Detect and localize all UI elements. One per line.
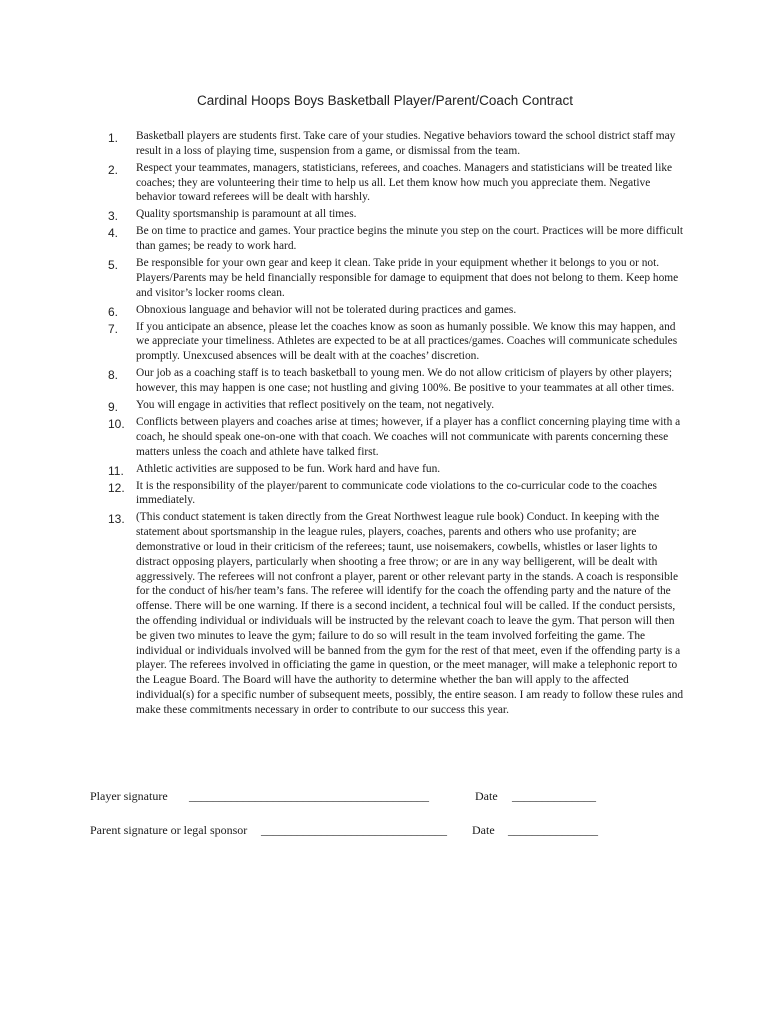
rule-number: 5.: [108, 258, 119, 273]
rule-number: 2.: [108, 162, 119, 177]
rule-item-3: [108, 207, 688, 222]
rule-item-8: [108, 366, 688, 396]
rule-text: If you anticipate an absence, please let the coaches know as soon as humanly possible. We know this may happen, and we appreciate your timeliness. Athletes are expected to be at all practices/games. Coaches will communicate schedules promptly. Unexcused absences will be dealt with at the coaches’ discretion.: [136, 320, 678, 363]
rule-item-7: [108, 320, 688, 364]
rule-item-2: [108, 161, 688, 205]
rule-item-5: [108, 256, 688, 300]
parent-signature-label: Parent signature or legal sponsor: [90, 823, 248, 837]
rule-number: 7.: [108, 321, 119, 336]
parent-signature-line[interactable]: _______________________________: [261, 823, 447, 837]
rule-text: Athletic activities are supposed to be fun. Work hard and have fun.: [136, 462, 441, 475]
rule-item-9: [108, 398, 688, 413]
rule-number: 6.: [108, 304, 119, 319]
rule-text: (This conduct statement is taken directly from the Great Northwest league rule book) Conduct. In keeping with the statement about sportsmanship in the league rules, players, coaches, parents and others who use profanity; are demonstrative or loud in their criticism of the referees; taunt, use noisemakers, cowbells, whistles or laser lights to distract opposing players, particularly when shooting a free throw; or are in any way belligerent, will be dealt with aggressively. The referees will not confront a player, parent or other relevant party in the stands. A coach is responsible for the conduct of his/her team’s fans. The referee will identify for the coach the offending party and the nature of the offense. There will be one warning. If there is a second incident, a technical foul will be called. If the conduct persists, the offending individual or individuals will be instructed by the relevant coach to leave the gym. That person will then be given two minutes to leave the gym; failure to do so will result in the team involved forfeiting the game. The individual or individuals involved will be banned from the gym for the rest of that meet, even if the offending party is a player. The referees involved in officiating the game in question, or the meet manager, will make a telephonic report to the League Board. The Board will have the authority to determine whether the ban will apply to the affected individual(s) for a specific number of subsequent meets, possibly, the entire season. I am ready to follow these rules and make these commitments necessary in order to contribute to our success this year.: [136, 511, 684, 716]
rule-item-10: [108, 415, 688, 459]
rule-text: Be on time to practice and games. Your practice begins the minute you step on the court. Practices will be more difficult than games; be ready to work hard.: [136, 225, 684, 253]
rule-item-11: [108, 462, 688, 477]
rule-text: You will engage in activities that reflect positively on the team, not negatively.: [136, 399, 495, 412]
rule-text: Our job as a coaching staff is to teach basketball to young men. We do not allow criticism of players by other players; however, this may happen is one case; not hustling and giving 100%. Be positive to your teammates at all other times.: [136, 367, 675, 395]
player-signature-label: Player signature: [90, 789, 168, 803]
rule-text: Quality sportsmanship is paramount at all times.: [136, 208, 357, 221]
parent-date-label: Date: [472, 823, 495, 837]
rule-number: 12.: [108, 480, 125, 495]
parent-date-line[interactable]: _______________: [508, 823, 598, 837]
rule-number: 4.: [108, 226, 119, 241]
rule-item-4: [108, 224, 688, 254]
rule-number: 11.: [108, 463, 124, 478]
rule-number: 1.: [108, 131, 119, 145]
rule-text: It is the responsibility of the player/parent to communicate code violations to the co-curricular code to the coaches immediately.: [136, 479, 657, 507]
rule-item-6: [108, 303, 688, 318]
rule-item-1: [108, 129, 688, 159]
rule-text: Be responsible for your own gear and keep it clean. Take pride in your equipment whether it belongs to you or not. Players/Parents may be held financially responsible for damage to equipment that does not belong to them. Keep home and visitor’s locker rooms clean.: [136, 257, 679, 299]
document-title: Cardinal Hoops Boys Basketball Player/Parent/Coach Contract: [197, 93, 573, 108]
rule-text: Basketball players are students first. Take care of your studies. Negative behaviors toward the school district staff may result in a loss of playing time, suspension from a game, or dismissal from the team.: [136, 130, 676, 157]
player-date-label: Date: [475, 789, 498, 803]
player-date-line[interactable]: ______________: [512, 789, 596, 803]
rule-text: Respect your teammates, managers, statisticians, referees, and coaches. Managers and statisticians will be treated like coaches; they are volunteering their time to help us all. Let them know how much you appreciate them. Negative behavior toward referees will be dealt with harshly.: [136, 161, 673, 204]
rule-number: 13.: [108, 512, 125, 527]
rule-number: 3.: [108, 209, 119, 224]
rule-number: 10.: [108, 417, 125, 432]
rules-list: [108, 129, 688, 720]
player-signature-line[interactable]: ________________________________________: [189, 789, 429, 803]
rule-item-12: [108, 479, 688, 509]
rule-text: Obnoxious language and behavior will not be tolerated during practices and games.: [136, 303, 517, 316]
rule-number: 8.: [108, 368, 119, 383]
rule-item-13: [108, 510, 688, 717]
rule-text: Conflicts between players and coaches arise at times; however, if a player has a conflict concerning playing time with a coach, he should speak one-on-one with that coach. We coaches will not communicate with parents concerning these matters unless the coach and athlete have talked first.: [136, 416, 681, 458]
rule-number: 9.: [108, 400, 119, 415]
